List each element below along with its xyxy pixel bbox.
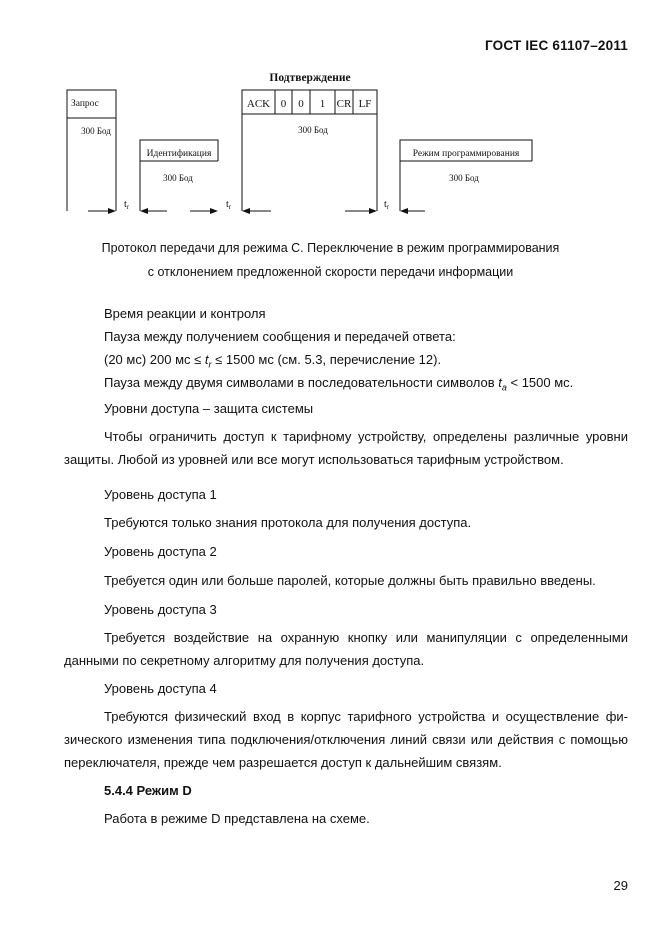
level4-text: Требуются физический вход в корпус тарифного устройства и осуществление фи-зического изменения типа подключения/отключения линий связи или действия с помощью переключателя, прежде чем разрешается доступ к дальнейшим связям.	[64, 709, 628, 770]
caption-line-2: с отклонением предложенной скорости передачи информации	[147, 265, 514, 279]
section-title: 5.4.4 Режим D	[104, 783, 192, 798]
confirm-cell-0a: 0	[280, 98, 287, 110]
tr-arrow-1-left	[140, 208, 148, 214]
pause-formula: (20 мс) 200 мс ≤ $t_r \le 1500$ мс (см. 5.3, перечисление 12).	[104, 352, 442, 370]
page-number: 29	[613, 878, 628, 893]
confirm-title: Подтверждение	[269, 72, 351, 84]
access-title: Уровни доступа – защита системы	[104, 401, 314, 416]
prog-baud: 300 Бод	[449, 173, 479, 183]
level3-text: Требуется воздействие на охранную кнопку или манипуляции с определенными данными по секретному алгоритму для получения доступа.	[64, 630, 628, 668]
document-header: ГОСТ IEC 61107–2011	[484, 38, 628, 53]
level2-text: Требуется один или больше паролей, которые должны быть правильно введены.	[104, 573, 596, 588]
confirm-cell-0b: 0	[298, 98, 304, 110]
figure-caption	[0, 236, 661, 284]
ident-label: Идентификация	[146, 149, 212, 159]
protocol-timing-diagram	[0, 0, 661, 236]
confirm-baud: 300 Бод	[298, 125, 328, 135]
tr-label-3: $t_r$	[384, 199, 390, 211]
ident-baud: 300 Бод	[163, 173, 193, 183]
caption-line-1: Протокол передачи для режима С. Переключение в режим программирования	[101, 241, 560, 255]
prog-label: Режим программирования	[412, 149, 520, 159]
request-label: Запрос	[71, 99, 99, 109]
tr-arrow-3-left	[400, 208, 408, 214]
level1-title: Уровень доступа 1	[104, 487, 217, 502]
tr-arrow-2-right	[210, 208, 218, 214]
tr-arrow-1-right	[108, 208, 116, 214]
tr-arrow-2-left	[242, 208, 250, 214]
request-baud: 300 Бод	[81, 126, 111, 136]
tr-label-2: $t_r$	[226, 199, 232, 211]
level1-text: Требуются только знания протокола для получения доступа.	[104, 515, 472, 530]
pause-chars: Пауза между двумя символами в последовательности символов $t_a < 1500$ мс.	[104, 375, 574, 393]
reaction-title: Время реакции и контроля	[104, 306, 266, 321]
confirm-cell-lf: LF	[358, 98, 372, 110]
confirm-cell-1: 1	[319, 98, 326, 110]
section-text: Работа в режиме D представлена на схеме.	[104, 811, 370, 826]
tr-label-1: $t_r$	[124, 199, 130, 211]
access-intro: Чтобы ограничить доступ к тарифному устройству, определены различные уровни защиты. Любой из уровней или все могут использоваться тарифным устройством.	[64, 429, 628, 467]
level3-title: Уровень доступа 3	[104, 602, 217, 617]
confirm-cell-ack: ACK	[246, 98, 271, 110]
tr-arrow-3-right	[369, 208, 377, 214]
level2-title: Уровень доступа 2	[104, 544, 217, 559]
confirm-cell-cr: CR	[336, 98, 352, 110]
level4-title: Уровень доступа 4	[104, 681, 217, 696]
pause-intro: Пауза между получением сообщения и передачей ответа:	[104, 329, 456, 344]
